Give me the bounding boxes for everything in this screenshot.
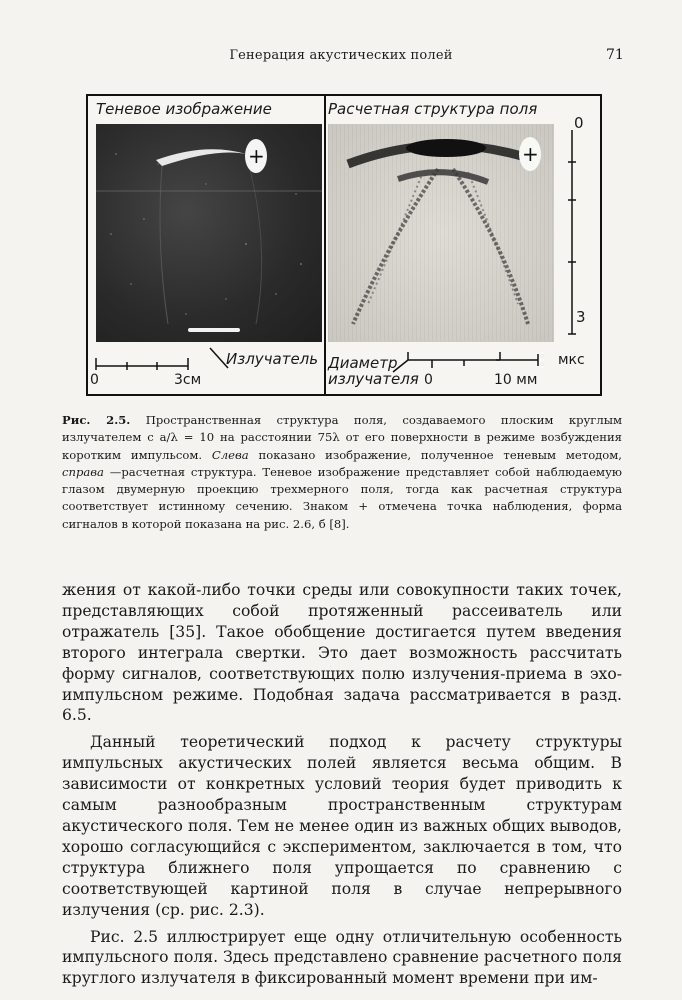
page-number: 71 <box>606 47 624 63</box>
edge-wave-left <box>353 169 438 324</box>
caption-text-1: Пространственная структура поля, создаваемого плоским круглым излучателем с a/λ = 10 на расстоянии 75λ от его поверхности в режиме возбуждения коротким импульсом. <box>62 413 622 462</box>
speckle-noise <box>110 153 302 315</box>
caption-left-word: Слева <box>211 447 249 462</box>
plus-sign-left: + <box>248 144 265 168</box>
running-title: Генерация акустических полей <box>229 48 453 63</box>
figure-caption <box>62 412 622 533</box>
left-scale-start: 0 <box>90 372 99 388</box>
time-tick-3: 3 <box>576 308 586 326</box>
edge-wave-right <box>246 154 262 324</box>
time-tick-0: 0 <box>574 114 584 132</box>
calculated-field <box>328 124 554 342</box>
emitter-label: Излучатель <box>226 350 319 368</box>
right-scale-start: 0 <box>424 372 433 388</box>
caption-text-3: —расчетная структура. Теневое изображение представляет собой наблюдаемую глазом двумерную проекцию трехмерного поля, тогда как расчетная структура соответствует истинному сечению. Знаком + отмечена точка наблюдения, форма сигналов в которой показана на рис. 2.6, б [8]. <box>62 464 622 531</box>
time-unit: мкс <box>558 352 585 368</box>
diameter-label-line2: излучателя <box>328 370 419 388</box>
caption-right-word: справа <box>62 464 104 479</box>
secondary-wavefront <box>398 172 488 182</box>
time-axis <box>558 122 598 382</box>
right-scale-end: 10 мм <box>494 372 538 388</box>
caption-label: Рис. 2.5. <box>62 413 131 427</box>
left-scale-bar <box>92 354 222 374</box>
left-panel-label: Теневое изображение <box>96 100 272 118</box>
left-scale-end: 3см <box>174 372 202 388</box>
edge-wave-right <box>453 169 528 324</box>
edge-wave-left-inner <box>368 172 423 304</box>
plus-sign-right: + <box>522 142 539 166</box>
wavefront-core <box>406 139 486 157</box>
wavefront-arc <box>156 149 246 166</box>
paragraph-2: Данный теоретический подход к расчету структуры импульсных акустических полей является весьма общим. В зависимости от конкретных условий теория будет приводить к самым разнообразным пространственным структурам акустического поля. Тем не менее один из важных общих выводов, хорошо согласующийся с экспериментом, заключается в том, что структура ближнего поля упрощается по сравнению с соответствующей картиной поля в случае непрерывного излучения (ср. рис. 2.3). <box>62 733 622 919</box>
edge-wave-left <box>160 166 168 324</box>
emitter-bar <box>188 328 240 332</box>
panel-divider <box>324 96 326 394</box>
paragraph-3: Рис. 2.5 иллюстрирует еще одну отличительную особенность импульсного поля. Здесь представлено сравнение расчетного поля круглого излучателя в фиксированный момент времени при им- <box>62 927 622 988</box>
edge-wave-right-inner <box>468 172 518 304</box>
figure-2-5 <box>86 94 602 396</box>
paragraph-1: жения от какой-либо точки среды или совокупности таких точек, представляющих собой протяженный рассеиватель или отражатель [35]. Такое обобщение достигается путем введения второго интеграла свертки. Это дает возможность рассчитать форму сигналов, соответствующих полю излучения-приема в эхо-импульсном режиме. Подобная задача рассматривается в разд. 6.5. <box>62 581 622 725</box>
calculated-field-panel <box>328 124 554 342</box>
body-text <box>62 580 622 989</box>
shadow-image <box>96 124 322 342</box>
shadow-image-panel <box>96 124 322 342</box>
right-panel-label: Расчетная структура поля <box>328 100 538 118</box>
caption-text-2: показано изображение, полученное теневым методом, <box>248 447 622 462</box>
diameter-label-line1: Диаметр <box>328 354 398 372</box>
